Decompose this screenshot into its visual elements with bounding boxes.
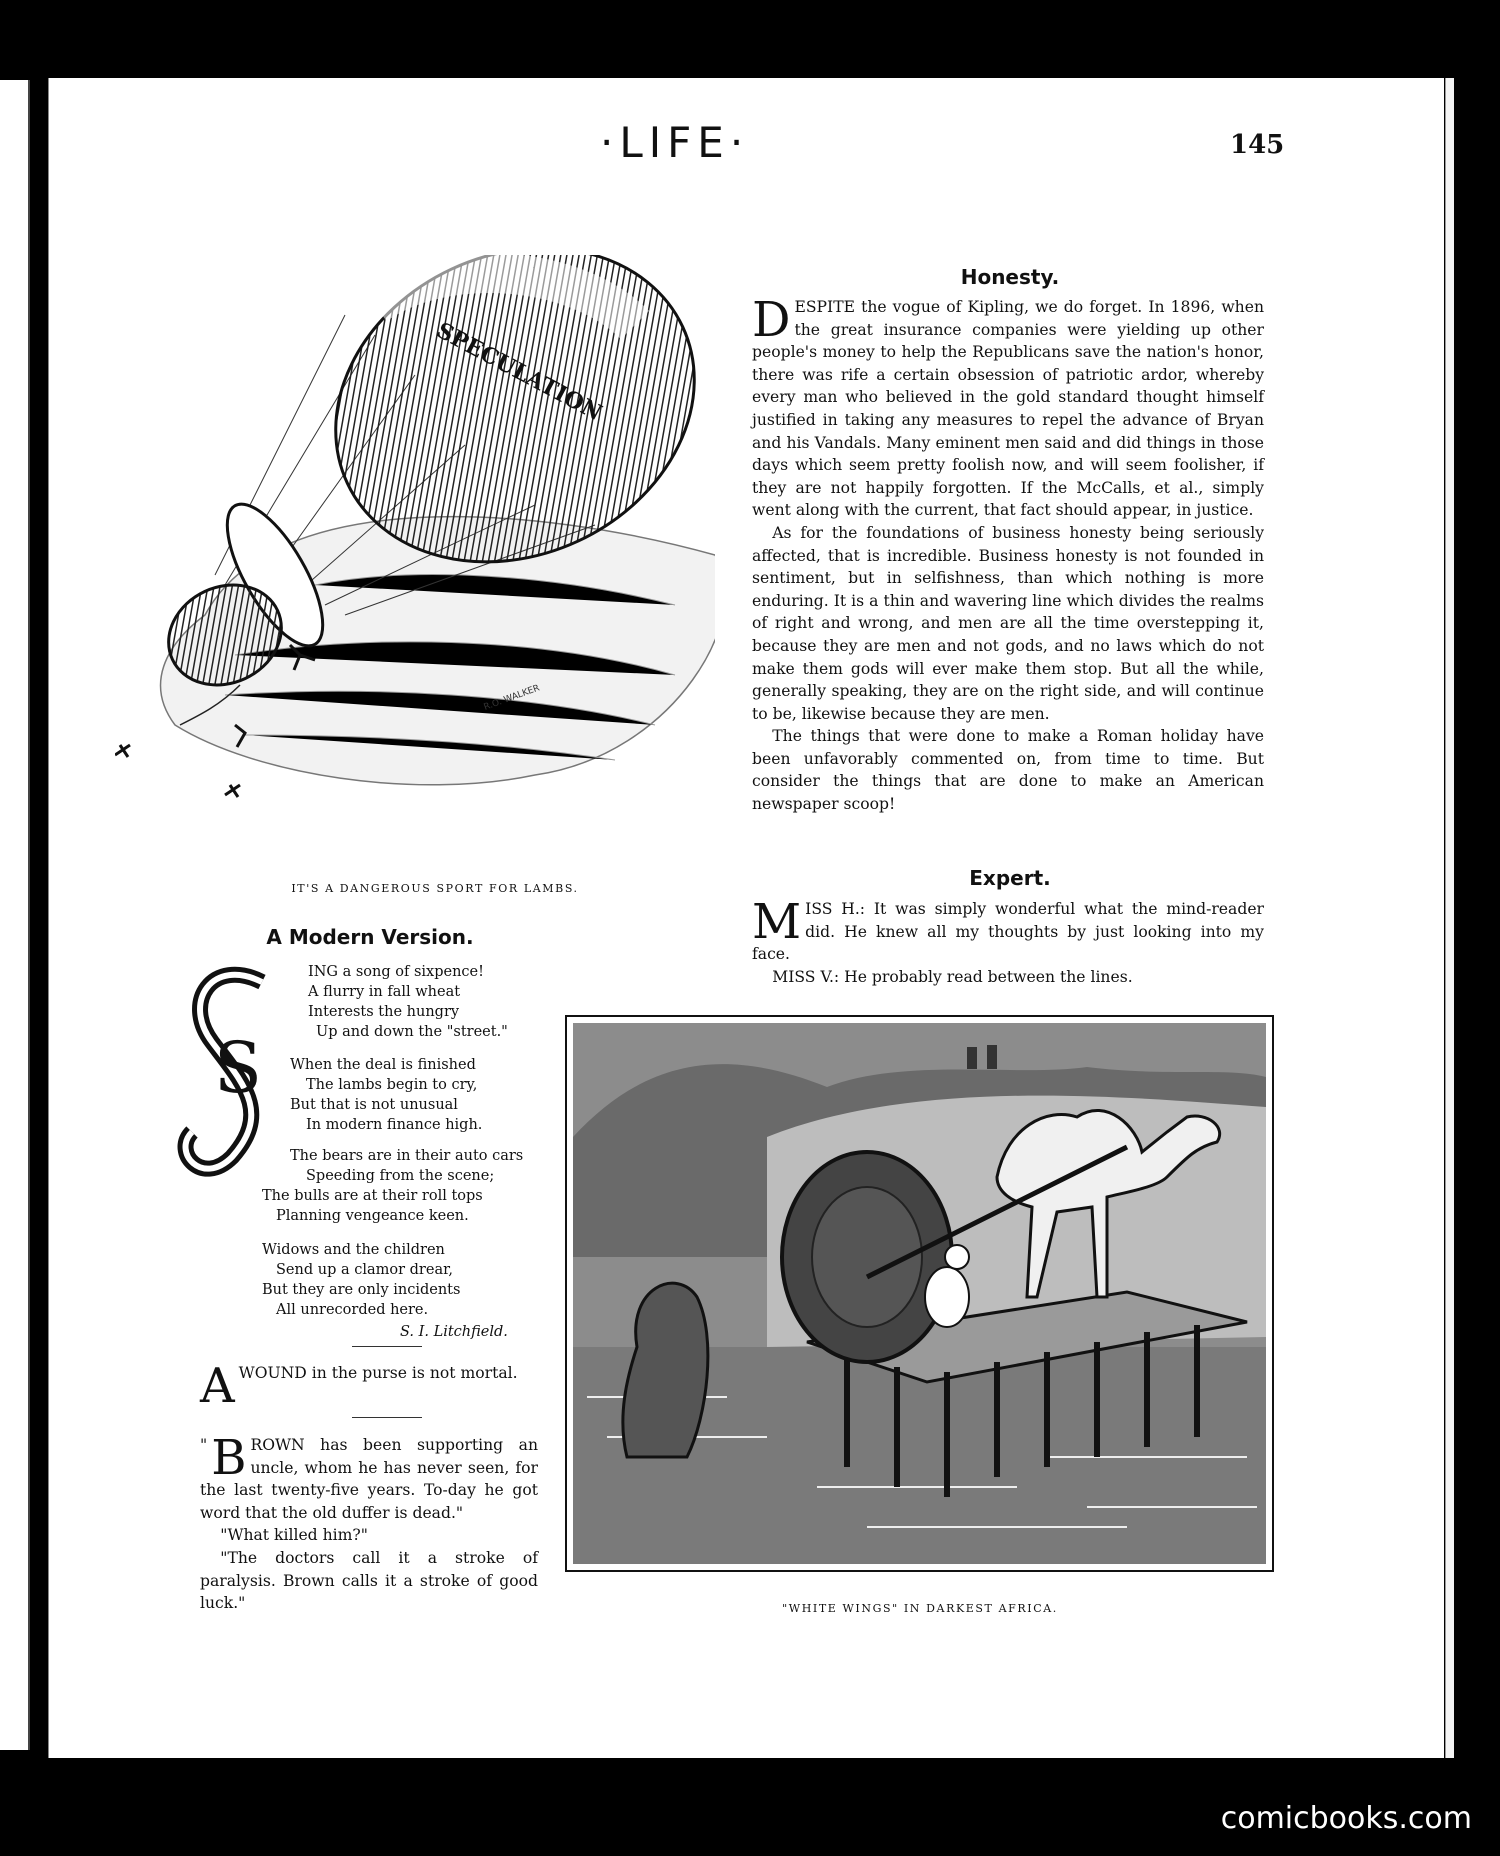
masthead: ·LIFE· bbox=[600, 118, 750, 167]
poem-line: ING a song of sixpence! bbox=[308, 964, 484, 980]
paragraph-text: ISS H.: It was simply wonderful what the mind-reader did. He knew all my thoughts by just looking into my face. bbox=[752, 900, 1264, 964]
honesty-paragraph: As for the foundations of business honesty being seriously affected, that is incredible. Business honesty is not founded in sentiment, but in selfishness, than which nothing is more enduring. It is a thin and wavering line which divides the realms of right and wrong, and men are all the time overstepping it, because they are men and not gods, and no laws which do not make them gods will ever make them stop. But all the while, generally speaking, they are on the right side, and will continue to be, likewise because they are men. bbox=[752, 523, 1264, 723]
poem-line: When the deal is finished bbox=[290, 1057, 476, 1073]
paragraph-text: ROWN has been supporting an uncle, whom he has never seen, for the last twenty-five years. To-day he got word that the old duffer is dead." bbox=[200, 1436, 538, 1522]
balloon-label: SPECULATION bbox=[432, 317, 607, 427]
open-quote: " bbox=[200, 1436, 208, 1454]
africa-caption: "WHITE WINGS" IN DARKEST AFRICA. bbox=[782, 1602, 1058, 1615]
poem-line: A flurry in fall wheat bbox=[308, 984, 461, 1000]
poem-line: Up and down the "street." bbox=[316, 1024, 508, 1040]
poem-line: Widows and the children bbox=[262, 1242, 445, 1258]
paragraph-text: ESPITE the vogue of Kipling, we do forget. In 1896, when the great insurance companies were yielding up other people's money to help the Republicans save the nation's honor, there was rife a certain obsession of patriotic ardor, whereby every man who believed in the gold standard thought himself justified in taking any measures to repel the advance of Bryan and his Vandals. Many eminent men said and did things in those days which seem pretty foolish now, and will seem foolisher, if they are not happily forgotten. If the McCalls, et al., simply went along with the current, that fact should appear, in justice. bbox=[752, 298, 1264, 520]
wound-item bbox=[200, 1358, 538, 1414]
divider bbox=[352, 1417, 422, 1418]
artist-signature: R.O. WALKER bbox=[482, 683, 542, 713]
page-edge bbox=[1445, 78, 1454, 1758]
poem-line: The lambs begin to cry, bbox=[306, 1077, 478, 1093]
brown-paragraph: "What killed him?" bbox=[220, 1526, 368, 1545]
expert-paragraph bbox=[752, 894, 1264, 966]
poem-stanza-4 bbox=[262, 1240, 552, 1320]
balloon-illustration bbox=[115, 255, 715, 880]
dropcap: D bbox=[752, 292, 791, 348]
dropcap: A bbox=[200, 1358, 235, 1414]
divider bbox=[352, 1346, 422, 1347]
previous-page-edge bbox=[0, 80, 30, 1750]
expert-heading: Expert. bbox=[969, 866, 1051, 890]
paragraph-text: WOUND in the purse is not mortal. bbox=[238, 1364, 518, 1382]
honesty-paragraph: The things that were done to make a Roman holiday have been unfavorably commented on, from time to time. But consider the things that are done to make an American newspaper scoop! bbox=[752, 727, 1264, 814]
dropcap: M bbox=[752, 894, 802, 950]
poem-line: The bears are in their auto cars bbox=[290, 1148, 524, 1164]
poem-line: But they are only incidents bbox=[262, 1282, 461, 1298]
honesty-heading: Honesty. bbox=[960, 265, 1060, 289]
poem-stanza-3 bbox=[262, 1146, 552, 1226]
poem-line: Speeding from the scene; bbox=[306, 1168, 495, 1184]
poem-line: All unrecorded here. bbox=[276, 1302, 429, 1318]
poem-stanza-2 bbox=[290, 1055, 550, 1135]
poem-line: Send up a clamor drear, bbox=[276, 1262, 454, 1278]
watermark: comicbooks.com bbox=[1220, 1801, 1472, 1836]
initial-letter: S bbox=[214, 1027, 262, 1109]
expert-article bbox=[752, 894, 1264, 988]
balloon-caption: IT'S A DANGEROUS SPORT FOR LAMBS. bbox=[291, 882, 579, 895]
wound-paragraph bbox=[200, 1358, 538, 1414]
poem-line: Interests the hungry bbox=[308, 1004, 460, 1020]
honesty-paragraph bbox=[752, 292, 1264, 522]
poem-stanza-1 bbox=[288, 962, 548, 1042]
dropcap: B bbox=[211, 1430, 247, 1486]
expert-paragraph: MISS V.: He probably read between the lines. bbox=[772, 967, 1133, 986]
brown-paragraph bbox=[200, 1430, 538, 1524]
poem-line: In modern finance high. bbox=[306, 1117, 483, 1133]
poem-author: S. I. Litchfield. bbox=[400, 1324, 508, 1340]
poem-line: Planning vengeance keen. bbox=[276, 1208, 469, 1224]
page-number: 145 bbox=[1230, 130, 1285, 160]
honesty-article bbox=[752, 292, 1264, 816]
brown-item bbox=[200, 1430, 538, 1615]
africa-illustration bbox=[565, 1015, 1274, 1572]
poem-line: But that is not unusual bbox=[290, 1097, 458, 1113]
poem-line: The bulls are at their roll tops bbox=[262, 1188, 483, 1204]
brown-paragraph: "The doctors call it a stroke of paralysis. Brown calls it a stroke of good luck." bbox=[200, 1548, 538, 1613]
modern-version-heading: A Modern Version. bbox=[266, 925, 474, 949]
